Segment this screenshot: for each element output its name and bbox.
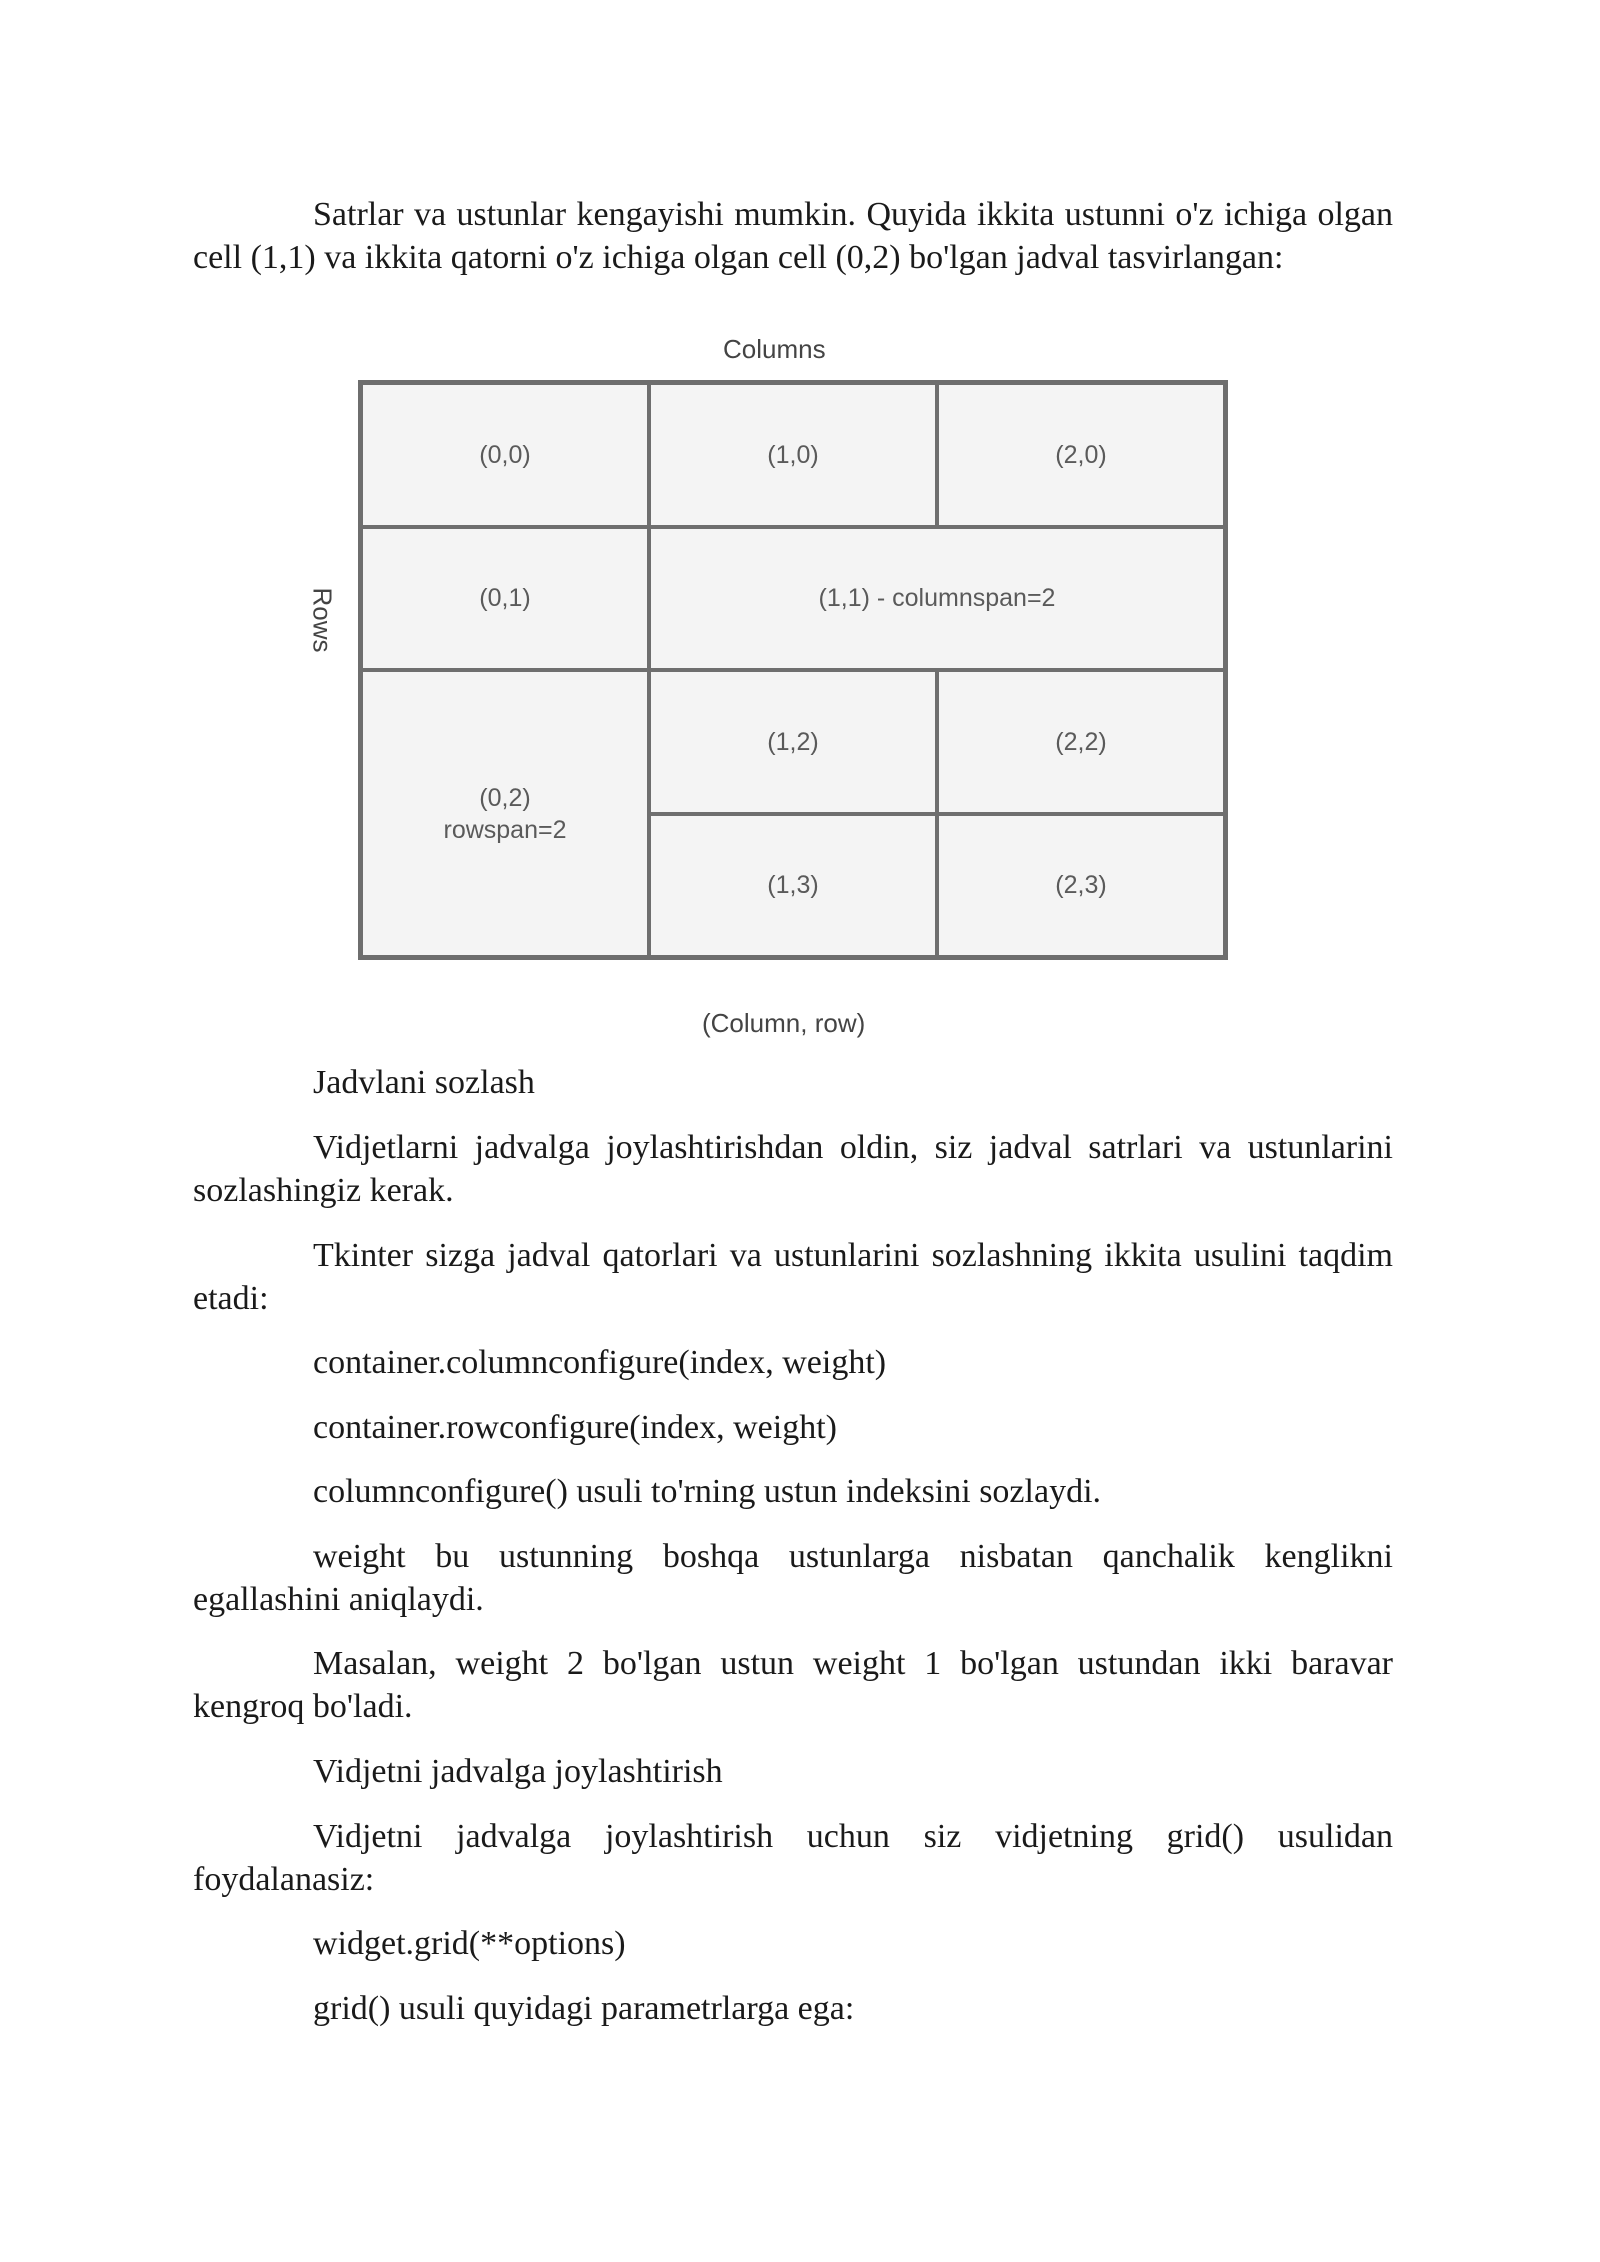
code-rowconfigure: container.rowconfigure(index, weight) bbox=[313, 1409, 837, 1446]
columnconfigure-paragraph: columnconfigure() usuli to'rning ustun indeksini sozlaydi. bbox=[313, 1473, 1102, 1510]
grid-params-paragraph: grid() usuli quyidagi parametrlarga ega: bbox=[313, 1990, 855, 2027]
cell-2-0: (2,0) bbox=[937, 383, 1225, 527]
cell-1-2: (1,2) bbox=[649, 670, 937, 814]
diagram-caption: (Column, row) bbox=[702, 1008, 866, 1038]
cell-1-3: (1,3) bbox=[649, 814, 937, 958]
cell-0-1: (0,1) bbox=[361, 527, 649, 671]
grid-table bbox=[358, 380, 1228, 960]
setup-paragraph: Vidjetlarni jadvalga joylashtirishdan oldin, siz jadval satrlari va ustunlarini sozlashingiz kerak. bbox=[193, 1129, 1393, 1209]
columns-label: Columns bbox=[723, 334, 826, 364]
example-paragraph: Masalan, weight 2 bo'lgan ustun weight 1 bo'lgan ustundan ikki baravar kengroq bo'ladi. bbox=[193, 1645, 1393, 1725]
rows-label: Rows bbox=[307, 587, 338, 653]
cell-2-2: (2,2) bbox=[937, 670, 1225, 814]
place-paragraph: Vidjetni jadvalga joylashtirish uchun siz vidjetning grid() usulidan foydalanasiz: bbox=[193, 1818, 1393, 1898]
cell-0-2-span: rowspan=2 bbox=[443, 815, 567, 844]
cell-0-2-text bbox=[444, 782, 567, 846]
tkinter-paragraph: Tkinter sizga jadval qatorlari va ustunlarini sozlashning ikkita usulini taqdim etadi: bbox=[193, 1237, 1393, 1317]
heading-setup: Jadvlani sozlash bbox=[313, 1064, 535, 1101]
code-columnconfigure: container.columnconfigure(index, weight) bbox=[313, 1344, 887, 1381]
code-grid: widget.grid(**options) bbox=[313, 1925, 626, 1962]
intro-paragraph: Satrlar va ustunlar kengayishi mumkin. Quyida ikkita ustunni o'z ichiga olgan cell (1,1) va ikkita qatorni o'z ichiga olgan cell (0,2) bo'lgan jadval tasvirlangan: bbox=[193, 196, 1393, 276]
heading-place: Vidjetni jadvalga joylashtirish bbox=[313, 1753, 723, 1790]
cell-2-3: (2,3) bbox=[937, 814, 1225, 958]
cell-1-1-columnspan: (1,1) - columnspan=2 bbox=[649, 527, 1225, 671]
cell-0-0: (0,0) bbox=[361, 383, 649, 527]
cell-1-0: (1,0) bbox=[649, 383, 937, 527]
cell-0-2-rowspan bbox=[361, 670, 649, 957]
weight-paragraph: weight bu ustunning boshqa ustunlarga nisbatan qanchalik kenglikni egallashini aniqlaydi. bbox=[193, 1538, 1393, 1618]
cell-0-2-coord: (0,2) bbox=[479, 783, 531, 812]
